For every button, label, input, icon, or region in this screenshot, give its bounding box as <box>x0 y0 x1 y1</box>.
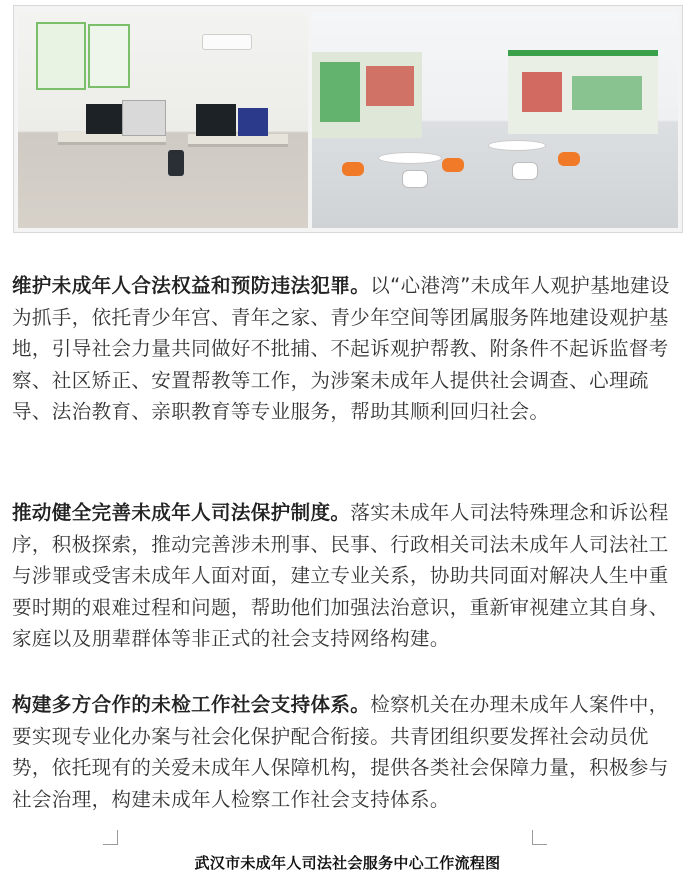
chair-white-2 <box>512 162 538 180</box>
figure-caption: 武汉市未成年人司法社会服务中心工作流程图 <box>194 854 501 872</box>
photo-strip <box>13 5 683 233</box>
table-1 <box>378 152 442 164</box>
red-block <box>522 72 562 112</box>
green-block <box>572 76 642 110</box>
crop-mark-left <box>103 830 118 845</box>
office-room-photo <box>18 12 308 228</box>
paragraph-3-body: 检察机关在办理未成年人案件中，要实现专业化办案与社会化保护配合衔接。共青团组织要发挥社会动员优势，依托现有的关爱未成年人保障机构，提供各类社会保障力量，积极参与社会治理，构建未成年人检察工作社会支持体系。 <box>12 693 669 811</box>
paragraph-2 <box>12 497 682 655</box>
chair-white-1 <box>402 170 428 188</box>
air-conditioner <box>202 34 252 50</box>
wall-poster-1 <box>36 22 86 90</box>
chair-orange-2 <box>442 158 464 172</box>
paragraph-1-heading: 维护未成年人合法权益和预防违法犯罪。 <box>12 274 371 297</box>
crop-mark-right <box>532 830 547 845</box>
printer <box>122 100 166 136</box>
paragraph-1-body: 以“心港湾”未成年人观护基地建设为抓手，依托青少年宫、青年之家、青少年空间等团属服务阵地建设观护基地，引导社会力量共同做好不批捕、不起诉观护帮教、附条件不起诉监督考察、社区矫正、安置帮教等工作，为涉案未成年人提供社会调查、心理疏导、法治教育、亲职教育等专业服务，帮助其顺利回归社会。 <box>12 274 670 423</box>
bin <box>168 150 184 176</box>
chair-orange-3 <box>558 152 580 166</box>
chair-orange-1 <box>342 162 364 176</box>
green-panel <box>320 62 360 122</box>
paragraph-3-heading: 构建多方合作的未检工作社会支持体系。 <box>12 693 371 716</box>
red-panel <box>366 66 414 106</box>
paragraph-1 <box>12 270 682 428</box>
activity-room-photo <box>312 12 678 228</box>
paragraph-2-body: 落实未成年人司法特殊理念和诉讼程序，积极探索，推动完善涉未刑事、民事、行政相关司法未成年人司法社工与涉罪或受害未成年人面对面，建立专业关系，协助共同面对解决人生中重要时期的艰难过程和问题，帮助他们加强法治意识，重新审视建立其自身、家庭以及朋辈群体等非正式的社会支持网络构建。 <box>12 501 669 650</box>
monitor-right <box>196 104 236 136</box>
blue-box <box>238 108 268 136</box>
table-2 <box>488 140 546 151</box>
monitor-left <box>86 104 124 134</box>
paragraph-2-heading: 推动健全完善未成年人司法保护制度。 <box>12 501 351 524</box>
wall-poster-2 <box>88 24 130 88</box>
paragraph-3 <box>12 689 682 815</box>
